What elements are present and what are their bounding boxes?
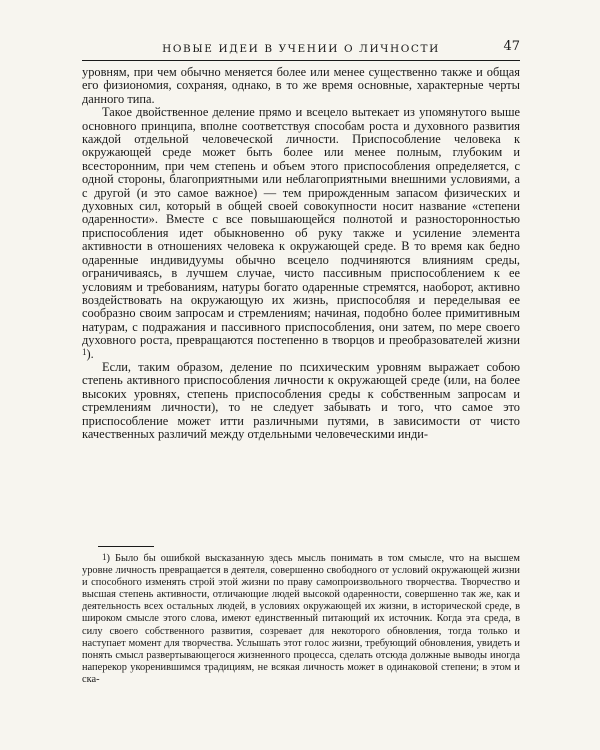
paragraph bbox=[82, 106, 520, 361]
footnote-marker: 1 bbox=[102, 552, 107, 562]
paragraph: уровням, при чем обычно меняется более или менее существенно также и общая его физиономия, сохраняя, однако, в то же время основные, характерные черты данного типа. bbox=[82, 65, 520, 106]
footnote bbox=[82, 553, 520, 686]
header-rule bbox=[82, 60, 520, 61]
page-number: 47 bbox=[503, 39, 520, 54]
paragraph: Если, таким образом, деление по психическим уровням выражает собою степень активного приспособления личности к окружающей среде (или, на более высоких уровнях, степень приспособления среды к собственным запросам и стремлениям личности), то не следует забывать и того, что самое это приспособление может итти различными путями, в зависимости от чисто качественных различий между отдельными человеческими инди- bbox=[82, 359, 520, 441]
footnote-rule bbox=[98, 546, 154, 547]
footnote-text: ) Было бы ошибкой высказанную здесь мысль понимать в том смысле, что на высшем уровне личность превращается в деятеля, совершенно свободного от условий окружающей жизни и способного изменять строй этой жизни по праву самопроизвольного творчества. Творчество и высшая степень активности, отличающие людей высокой одаренности, совершенно так же, как и деятельность всех остальных людей, в условиях окружающей их жизни, в исторической среде, в широком смысле этого слова, имеют единственный питающий их источник. Когда эта среда, в силу своего собственного развития, созревает для некоторого обновления, тогда только и наступает момент для творчества. Услышать этот голос жизни, требующий обновления, увидеть и понять смысл развертывающегося жизненного процесса, сделать отсюда должные выводы иногда наперекор укоренившимся традициям, не всякая личность может в одинаковой степени; в этом и ска- bbox=[82, 553, 520, 685]
main-text bbox=[82, 66, 520, 441]
footnote-reference: 1 bbox=[82, 346, 87, 357]
paragraph-text: Такое двойственное деление прямо и всецело вытекает из упомянутого выше основного принципа, вполне соответствуя способам роста и духовного развития каждой отдельной человеческой личности. Приспособление человека к окружающей среде может быть более или менее полным, глубоким и всесторонним, при чем степень и объем этого приспособления определяется, с одной стороны, благоприятными или неблагоприятными внешними условиями, а с другой (и это самое важное) — тем прирожденным запасом физических и духовных сил, который в общей своей совокупности носит название «степени одаренности». Вместе с все повышающейся полнотой и разносторонностью приспособления идет обыкновенно об руку также и усиление элемента активности в отношениях человека к окружающей среде. В то время как бедно одаренные индивидуумы обычно всецело подчиняются влияниям среды, ограничиваясь, в лучшем случае, чисто пассивным приспособлением к ее условиям и требованиям, натуры богато одаренные стремятся, наоборот, активно воздействовать на окружающую их жизнь, приспособляя и переделывая ее сообразно своим запросам и стремлениям; начиная, подобно более примитивным натурам, с подражания и пассивного приспособления, они затем, по мере своего духовного роста, превращаются постепенно в творцов и преобразователей жизни bbox=[82, 105, 520, 348]
running-title: НОВЫЕ ИДЕИ В УЧЕНИИ О ЛИЧНОСТИ bbox=[162, 43, 440, 55]
page-header bbox=[82, 39, 520, 60]
paragraph-end: ). bbox=[86, 346, 94, 361]
